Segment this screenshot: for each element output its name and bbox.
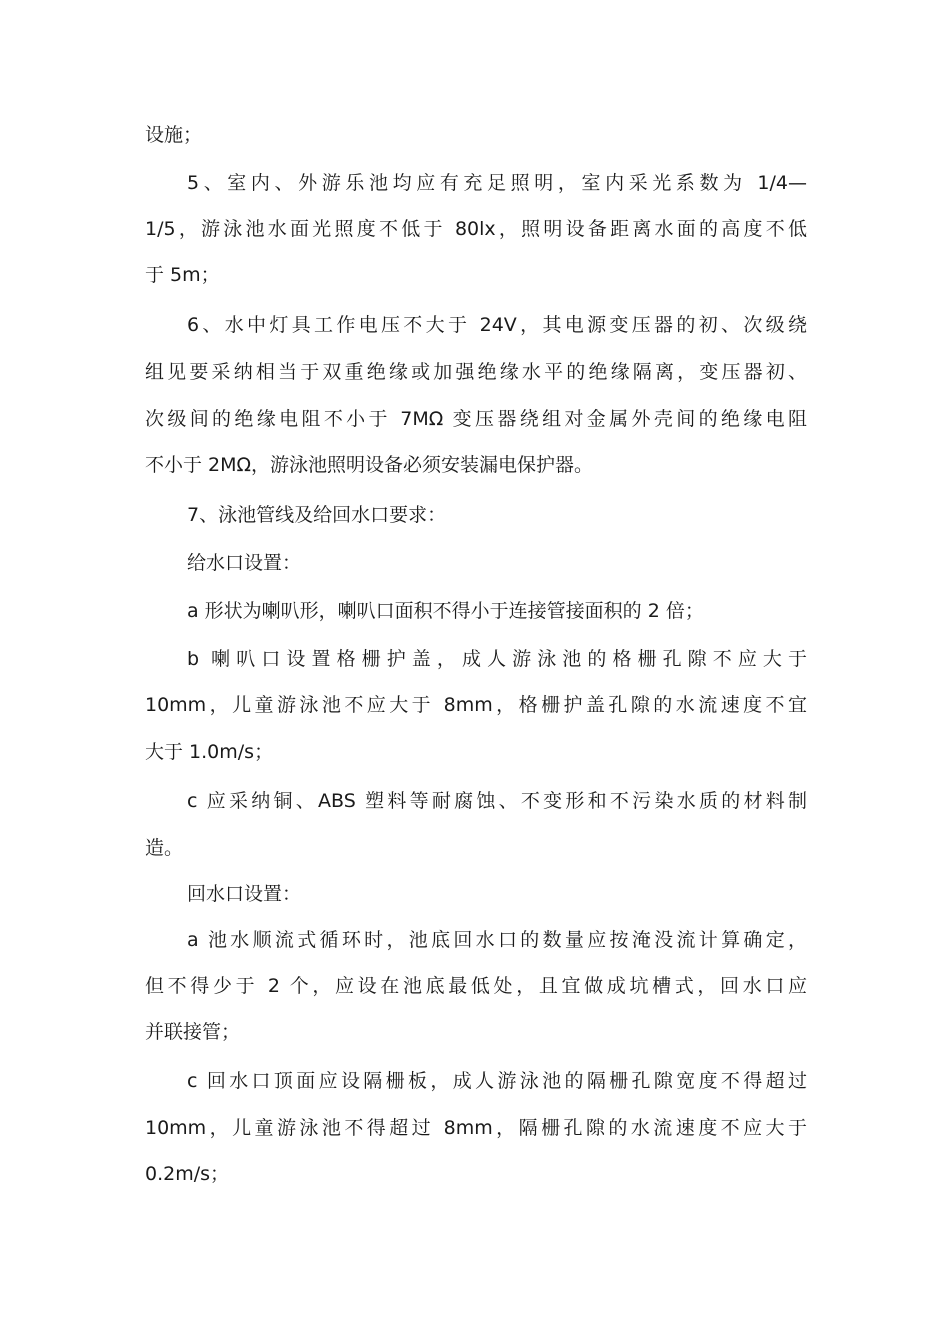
- text-line: a 形状为喇叭形，喇叭口面积不得小于连接管接面积的 2 倍；: [187, 600, 704, 622]
- text-line: 10mm，儿童游泳池不应大于 8mm，格栅护盖孔隙的水流速度不宜: [145, 694, 807, 716]
- text-line: 6、水中灯具工作电压不大于 24V，其电源变压器的初、次级绕: [187, 314, 807, 336]
- text-line: 但不得少于 2 个，应设在池底最低处，且宜做成坑槽式，回水口应: [145, 975, 807, 997]
- text-line: 10mm，儿童游泳池不得超过 8mm，隔栅孔隙的水流速度不应大于: [145, 1117, 807, 1139]
- text-line: 大于 1.0m/s；: [145, 741, 274, 763]
- text-line: 1/5，游泳池水面光照度不低于 80lx，照明设备距离水面的高度不低: [145, 218, 807, 240]
- text-line: 回水口设置：: [187, 883, 302, 905]
- text-line: 于 5m；: [145, 264, 220, 286]
- text-line: 设施；: [145, 124, 203, 146]
- text-line: a 池水顺流式循环时，池底回水口的数量应按淹没流计算确定，: [187, 929, 807, 951]
- text-line: 不小于 2MΩ，游泳池照明设备必须安装漏电保护器。: [145, 454, 594, 476]
- text-line: 次级间的绝缘电阻不小于 7MΩ 变压器绕组对金属外壳间的绝缘电阻: [145, 408, 807, 430]
- text-line: 5、室内、外游乐池均应有充足照明，室内采光系数为 1/4—: [187, 172, 807, 194]
- text-line: 并联接管；: [145, 1021, 241, 1043]
- text-line: c 应采纳铜、ABS 塑料等耐腐蚀、不变形和不污染水质的材料制: [187, 790, 807, 812]
- text-line: 0.2m/s；: [145, 1163, 230, 1185]
- text-line: 造。: [145, 837, 184, 859]
- text-line: 给水口设置：: [187, 552, 302, 574]
- text-line: 组见要采纳相当于双重绝缘或加强绝缘水平的绝缘隔离，变压器初、: [145, 361, 807, 383]
- text-line: 7、泳池管线及给回水口要求：: [187, 504, 447, 526]
- text-line: b 喇叭口设置格栅护盖，成人游泳池的格栅孔隙不应大于: [187, 648, 807, 670]
- text-line: c 回水口顶面应设隔栅板，成人游泳池的隔栅孔隙宽度不得超过: [187, 1070, 807, 1092]
